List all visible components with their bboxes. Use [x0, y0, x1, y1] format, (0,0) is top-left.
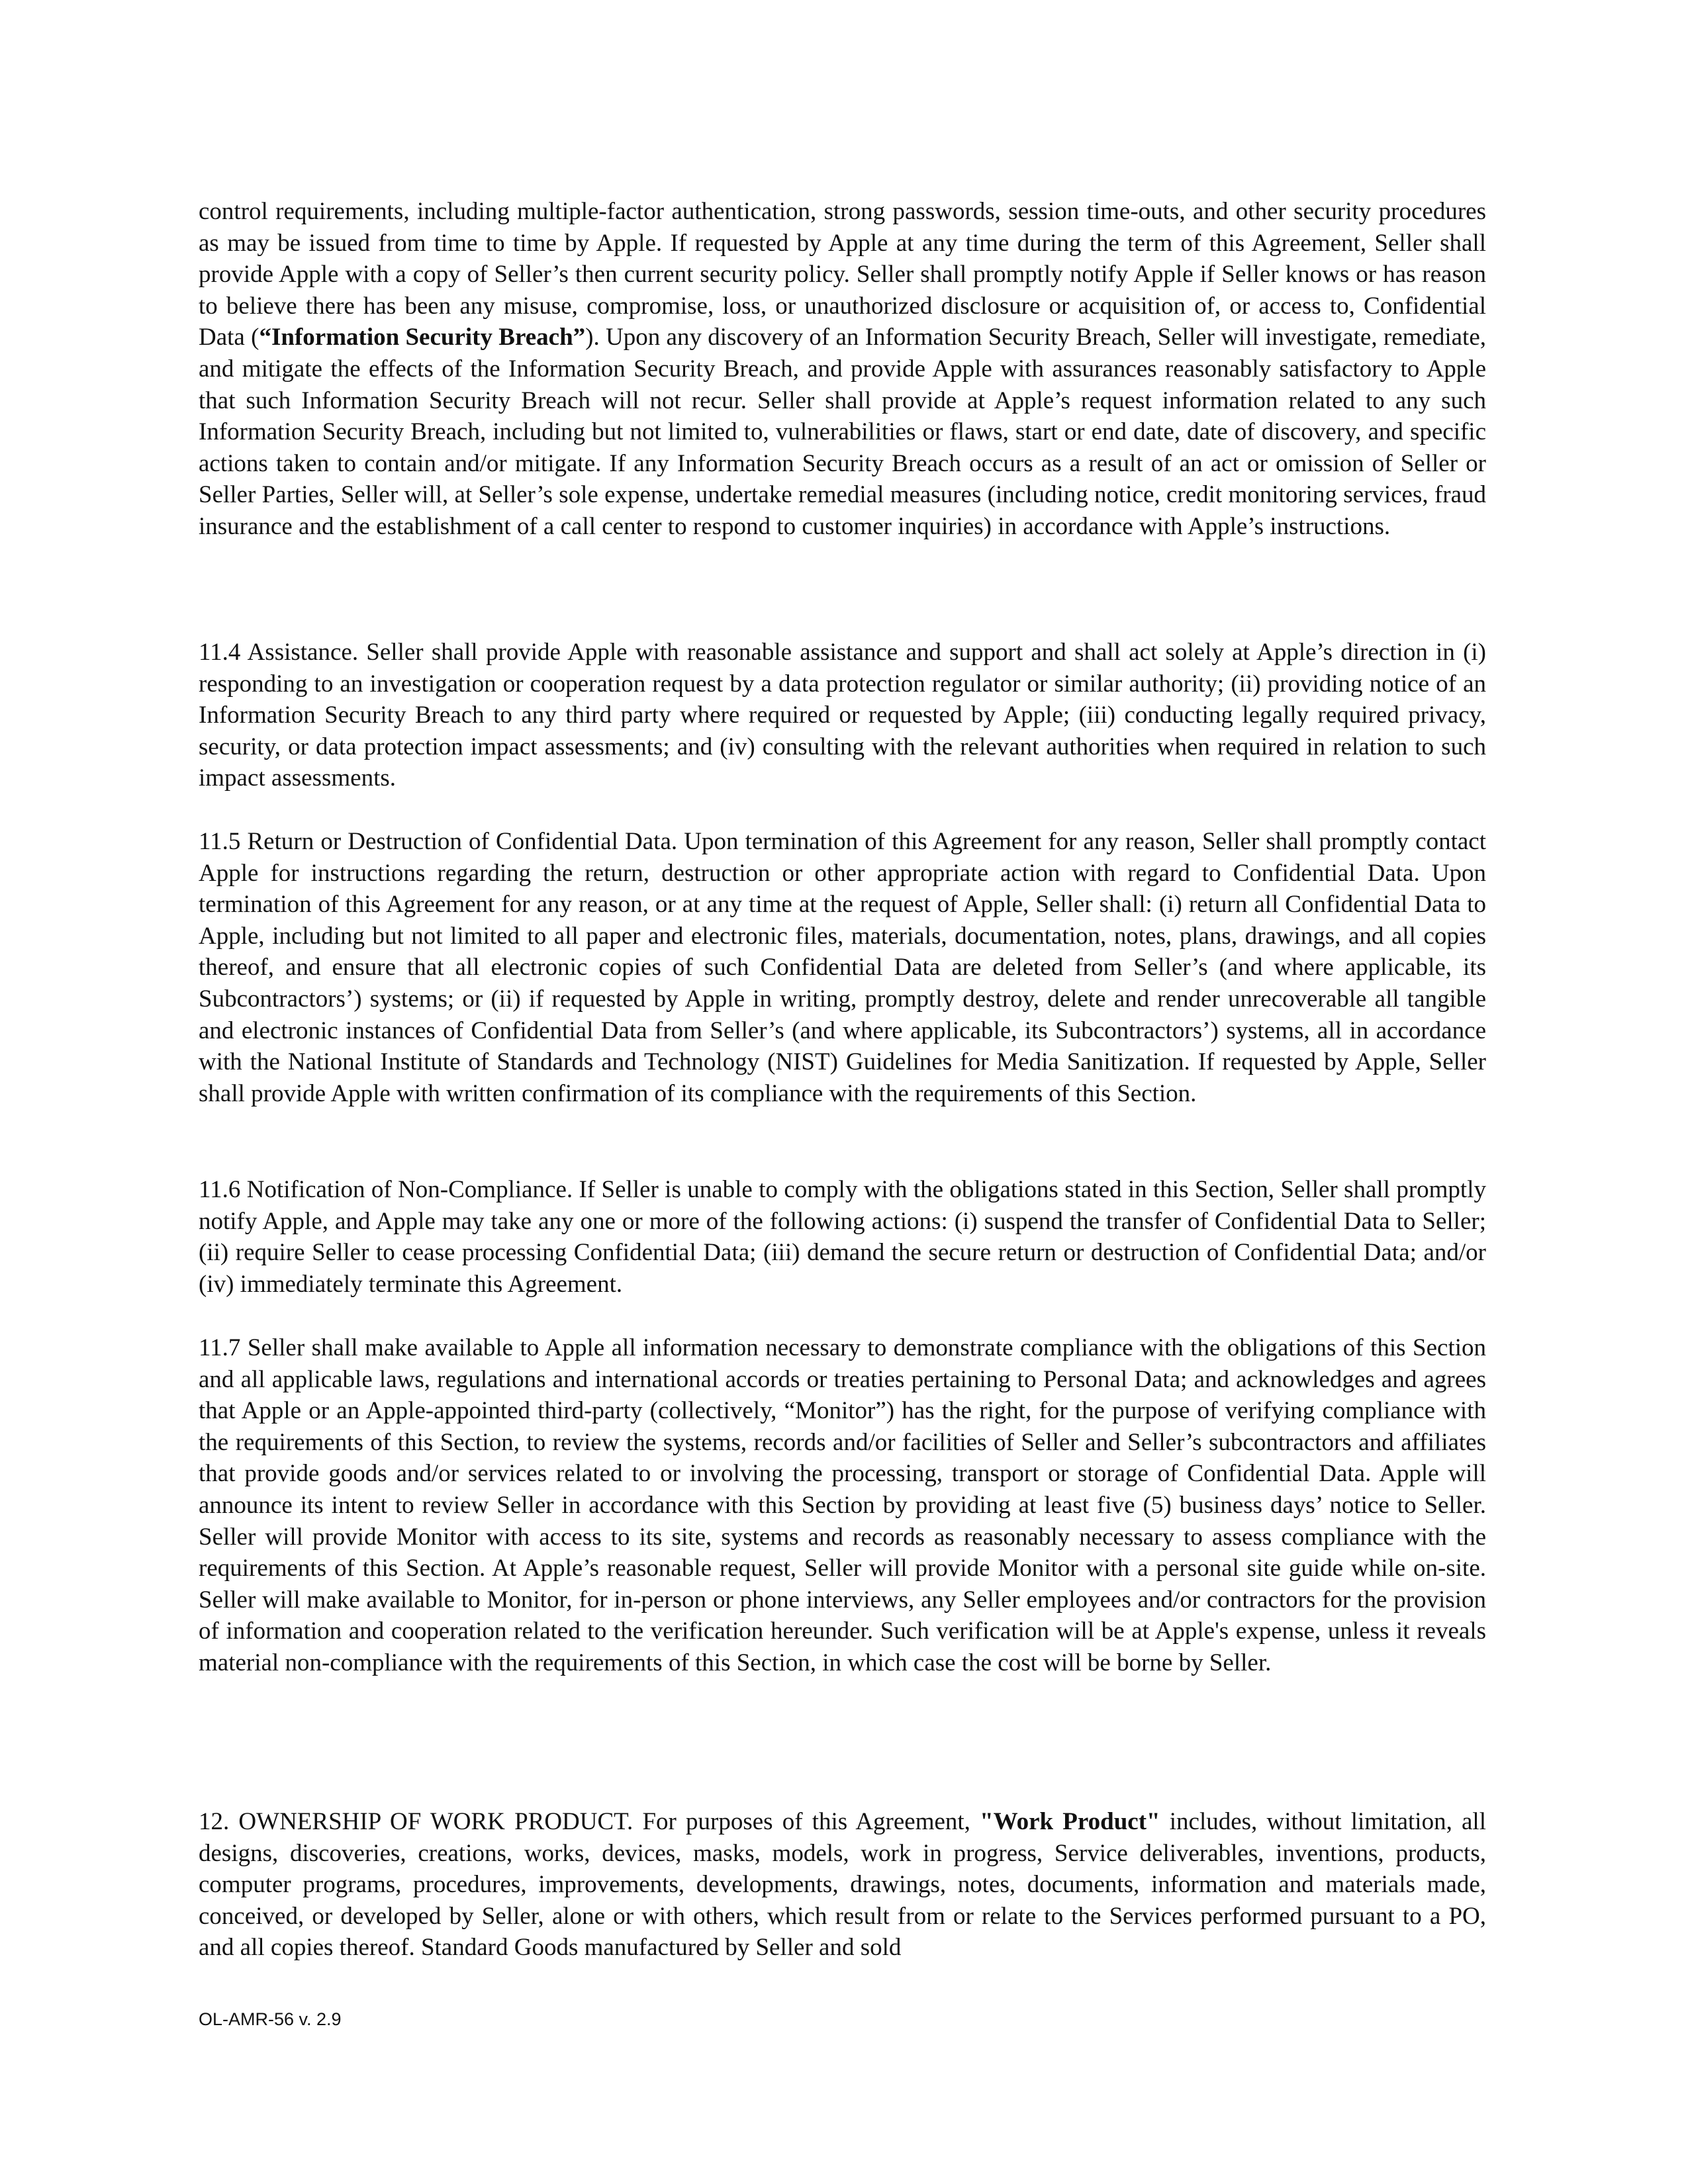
paragraph-11-6-notification: 11.6 Notification of Non-Compliance. If Seller is unable to comply with the obligations stated in this Section, Seller shall promptly notify Apple, and Apple may take any one or more of the following actions: (i) suspend the transfer of Confidential Data to Seller; (ii) require Seller to cease processing Confidential Data; (iii) demand the secure return or destruction of Confidential Data; and/or (iv) immediately terminate this Agreement. [199, 1176, 1486, 1298]
paragraph-11-5-return-or-destruction: 11.5 Return or Destruction of Confidential Data. Upon termination of this Agreement for any reason, Seller shall promptly contact Apple for instructions regarding the return, destruction or other appropriate action with regard to Confidential Data. Upon termination of this Agreement for any reason, or at any time at the request of Apple, Seller shall: (i) return all Confidential Data to Apple, including but not limited to all paper and electronic files, materials, documentation, notes, plans, drawings, and all copies thereof, and ensure that all electronic copies of such Confidential Data are deleted from Seller’s (and where applicable, its Subcontractors’) systems; or (ii) if requested by Apple in writing, promptly destroy, delete and render unrecoverable all tangible and electronic instances of Confidential Data from Seller’s (and where applicable, its Subcontractors’) systems, all in accordance with the National Institute of Standards and Technology (NIST) Guidelines for Media Sanitization. If requested by Apple, Seller shall provide Apple with written confirmation of its compliance with the requirements of this Section. [199, 828, 1486, 1107]
defined-term: "Work Product" [980, 1808, 1160, 1835]
paragraph-12-ownership-of-work-product [199, 1806, 1486, 1964]
paragraph-text: control requirements, including multiple-factor authentication, strong passwords, session time-outs, and other security procedures as may be issued from time to time by Apple. If requested by Apple at any time during the term of this Agreement, Seller shall provide Apple with a copy of Seller’s then current security policy. Seller shall promptly notify Apple if Seller knows or has reason to believe there has been any misuse, compromise, loss, or unauthorized disclosure or acquisition of, or access to, Confidential Data ( [199, 198, 1486, 351]
paragraph-11-7-monitor: 11.7 Seller shall make available to Apple all information necessary to demonstrate compliance with the obligations of this Section and all applicable laws, regulations and international accords or treaties pertaining to Personal Data; and acknowledges and agrees that Apple or an Apple-appointed third-party (collectively, “Monitor”) has the right, for the purpose of verifying compliance with the requirements of this Section, to review the systems, records and/or facilities of Seller and Seller’s subcontractors and affiliates that provide goods and/or services related to or involving the processing, transport or storage of Confidential Data. Apple will announce its intent to review Seller in accordance with this Section by providing at least five (5) business days’ notice to Seller. Seller will provide Monitor with access to its site, systems and records as reasonably necessary to assess compliance with the requirements of this Section. At Apple’s reasonable request, Seller will provide Monitor with a personal site guide while on-site. Seller will make available to Monitor, for in-person or phone interviews, any Seller employees and/or contractors for the provision of information and cooperation related to the verification hereunder. Such verification will be at Apple's expense, unless it reveals material non-compliance with the requirements of this Section, in which case the cost will be borne by Seller. [199, 1334, 1486, 1676]
paragraph-text: includes, without limitation, all designs, discoveries, creations, works, devices, masks, models, work in progress, Service deliverables, inventions, products, computer programs, procedures, improvements, developments, drawings, notes, documents, information and materials made, conceived, or developed by Seller, alone or with others, which result from or relate to the Services performed pursuant to a PO, and all copies thereof. Standard Goods manufactured by Seller and sold [199, 1808, 1486, 1962]
paragraph-text: 12. OWNERSHIP OF WORK PRODUCT. For purposes of this Agreement, [199, 1808, 980, 1835]
paragraph-11-3-continuation [199, 196, 1486, 543]
paragraph-11-4-assistance: 11.4 Assistance. Seller shall provide Apple with reasonable assistance and support and shall act solely at Apple’s direction in (i) responding to an investigation or cooperation request by a data protection regulator or similar authority; (ii) providing notice of an Information Security Breach to any third party where required or requested by Apple; (iii) conducting legally required privacy, security, or data protection impact assessments; and (iv) consulting with the relevant authorities when required in relation to such impact assessments. [199, 639, 1486, 792]
paragraph-text: ). Upon any discovery of an Information Security Breach, Seller will investigate, remediate, and mitigate the effects of the Information Security Breach, and provide Apple with assurances reasonably satisfactory to Apple that such Information Security Breach will not recur. Seller shall provide at Apple’s request information related to any such Information Security Breach, including but not limited to, vulnerabilities or flaws, start or end date, date of discovery, and specific actions taken to contain and/or mitigate. If any Information Security Breach occurs as a result of an act or omission of Seller or Seller Parties, Seller will, at Seller’s sole expense, undertake remedial measures (including notice, credit monitoring services, fraud insurance and the establishment of a call center to respond to customer inquiries) in accordance with Apple’s instructions. [199, 324, 1486, 540]
defined-term: “Information Security Breach” [259, 324, 586, 351]
document-version-footer: OL-AMR-56 v. 2.9 [199, 2009, 342, 2029]
